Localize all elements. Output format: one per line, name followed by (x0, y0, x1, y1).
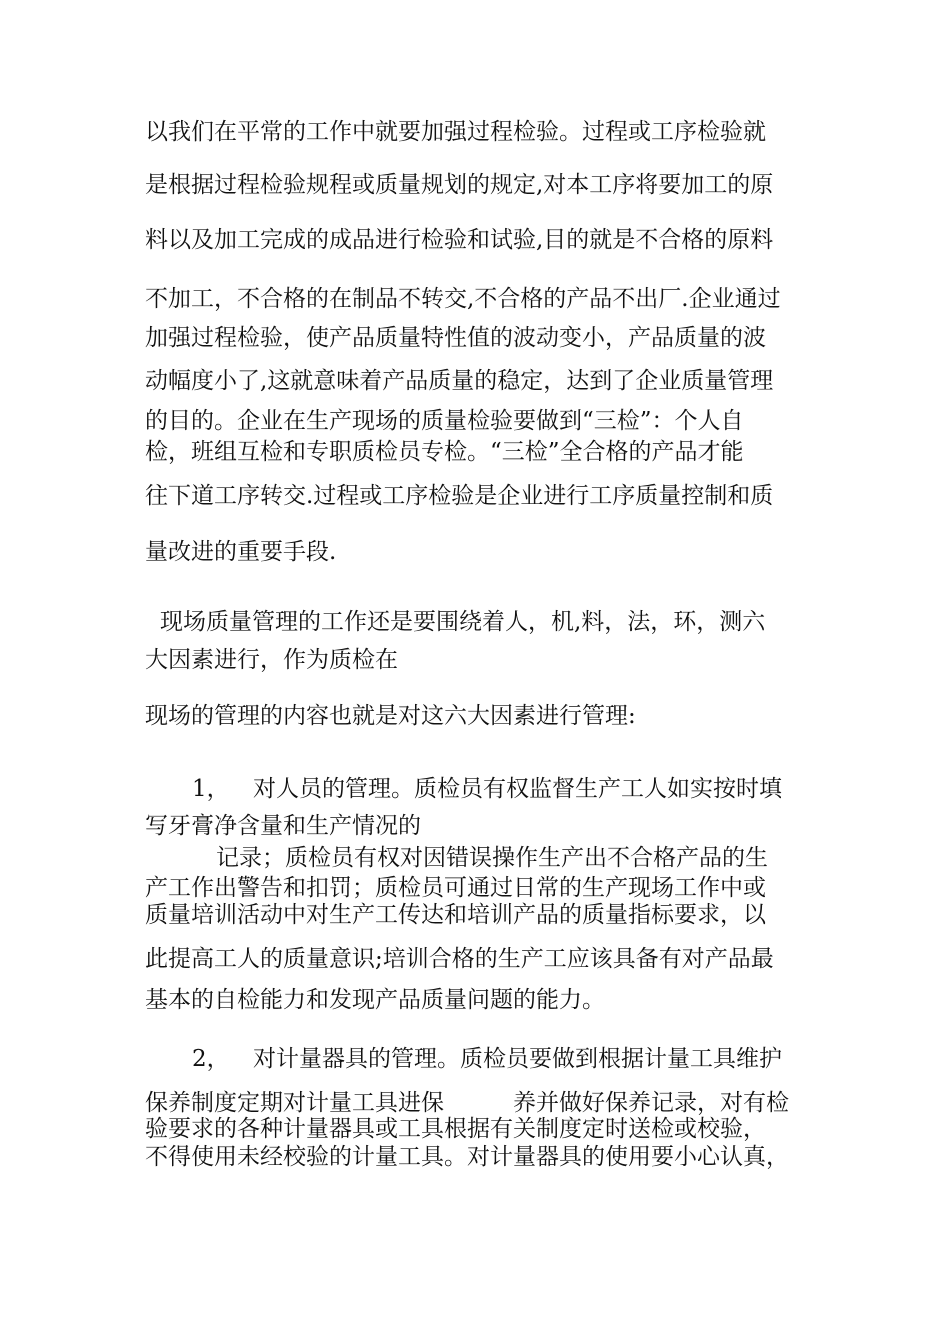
text-line: 量改进的重要手段. (145, 539, 337, 565)
text-line: 质量培训活动中对生产工传达和培训产品的质量指标要求，以 (145, 902, 766, 928)
item-heading-line: 对计量器具的管理。质检员要做到根据计量工具维护 (253, 1046, 782, 1072)
text-line: 保养制度定期对计量工具进保 (145, 1090, 444, 1116)
item-number: 1， (192, 776, 230, 802)
text-line: 不加工，不合格的在制品不转交,不合格的产品不出厂.企业通过 (145, 286, 781, 312)
text-line: 往下道工序转交.过程或工序检验是企业进行工序质量控制和质 (145, 483, 774, 509)
text-line: 加强过程检验，使产品质量特性值的波动变小，产品质量的波 (145, 325, 766, 351)
text-line: 不得使用未经校验的计量工具。对计量器具的使用要小心认真， (145, 1144, 789, 1170)
text-line: 验要求的各种计量器具或工具根据有关制度定时送检或校验， (145, 1116, 766, 1142)
text-line: 产工作出警告和扣罚；质检员可通过日常的生产现场工作中或 (145, 875, 766, 901)
item-number: 2， (192, 1046, 230, 1072)
text-line: 料以及加工完成的成品进行检验和试验,目的就是不合格的原料 (145, 227, 774, 253)
paragraph-first-line: 现场质量管理的工作还是要围绕着人，机,料，法，环，测六 (160, 609, 766, 635)
text-line: 养并做好保养记录，对有检 (513, 1090, 789, 1116)
text-line: 记录；质检员有权对因错误操作生产出不合格产品的生 (216, 845, 768, 871)
text-line: 动幅度小了,这就意味着产品质量的稳定，达到了企业质量管理 (145, 368, 774, 394)
text-line: 的目的。企业在生产现场的质量检验要做到“三检”：个人自 (145, 408, 744, 434)
item-heading-line: 对人员的管理。质检员有权监督生产工人如实按时填 (253, 776, 782, 802)
text-line: 此提高工人的质量意识;培训合格的生产工应该具备有对产品最 (145, 946, 774, 972)
text-line: 现场的管理的内容也就是对这六大因素进行管理: (145, 703, 636, 729)
text-line: 是根据过程检验规程或质量规划的规定,对本工序将要加工的原 (145, 172, 774, 198)
text-line: 写牙膏净含量和生产情况的 (145, 813, 421, 839)
text-line: 检，班组互检和专职质检员专检。“三检”全合格的产品才能 (145, 439, 744, 465)
text-line: 大因素进行，作为质检在 (145, 647, 398, 673)
text-line: 以我们在平常的工作中就要加强过程检验。过程或工序检验就 (145, 119, 766, 145)
text-line: 基本的自检能力和发现产品质量问题的能力。 (145, 987, 605, 1013)
